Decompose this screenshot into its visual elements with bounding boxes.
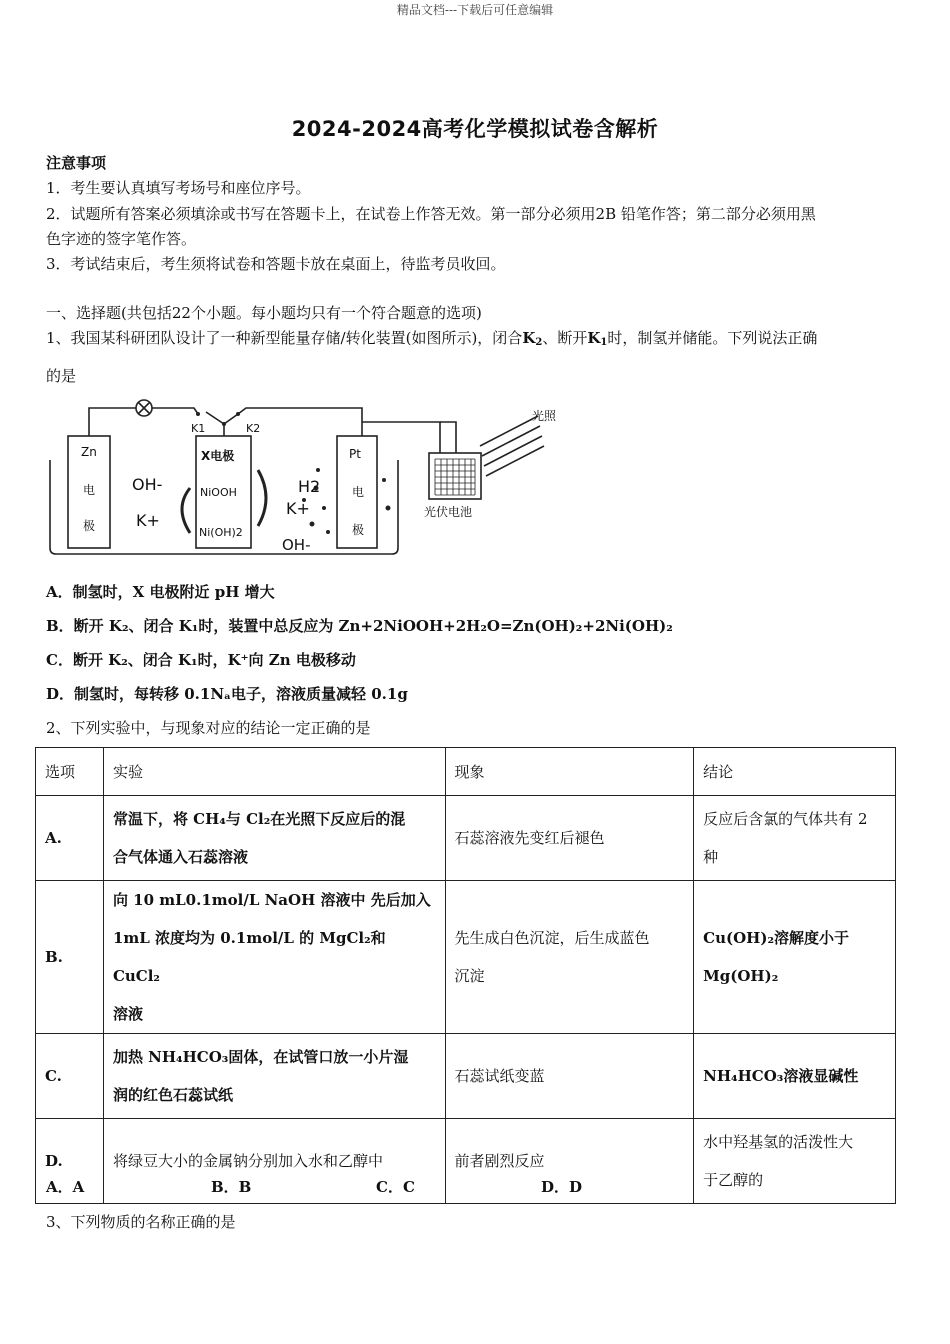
x-electrode-label: Ni(OH)2	[199, 526, 243, 539]
phenomenon-cell: 石蕊溶液先变红后褪色	[445, 796, 694, 881]
section-heading: 一、选择题(共包括22个小题。每小题均只有一个符合题意的选项)	[46, 304, 482, 322]
pt-label: Pt	[349, 447, 361, 461]
header-cell: 实验	[103, 748, 445, 796]
q2-choice-b: B．B	[211, 1178, 252, 1196]
table-row	[36, 881, 896, 1034]
q2-choice-d: D．D	[541, 1178, 583, 1196]
gas-label: H2	[298, 477, 321, 496]
q2-stem: 2、下列实验中，与现象对应的结论一定正确的是	[46, 719, 371, 737]
experiment-cell: 向 10 mL0.1mol/L NaOH 溶液中 先后加入 1mL 浓度均为 0.1mol/L 的 MgCl₂和 CuCl₂ 溶液	[103, 881, 445, 1034]
q1-option-a: A．制氢时，X 电极附近 pH 增大	[46, 583, 275, 601]
q1-option-d: D．制氢时，每转移 0.1Nₐ电子，溶液质量减轻 0.1g	[46, 685, 408, 703]
ion-label: OH-	[282, 536, 311, 554]
phenomenon-cell: 先生成白色沉淀，后生成蓝色 沉淀	[445, 881, 694, 1034]
notice-heading: 注意事项	[46, 154, 107, 172]
switch-label: K2	[246, 422, 261, 435]
experiment-cell: 常温下，将 CH₄与 Cl₂在光照下反应后的混 合气体通入石蕊溶液	[103, 796, 445, 881]
conclusion-cell: 水中羟基氢的活泼性大 于乙醇的	[694, 1119, 896, 1204]
page-title: 2024-2024高考化学模拟试卷含解析	[291, 117, 659, 141]
q2-choice-a: A．A	[46, 1178, 85, 1196]
conclusion-cell: NH₄HCO₃溶液显碱性	[694, 1034, 896, 1119]
option-cell: D.	[36, 1119, 104, 1204]
table-row	[36, 1034, 896, 1119]
notice-item: 1．考生要认真填写考场号和座位序号。	[46, 179, 311, 197]
x-electrode-label: X电极	[201, 449, 235, 463]
header-cell: 结论	[694, 748, 896, 796]
notice-item: 3．考试结束后，考生须将试卷和答题卡放在桌面上，待监考员收回。	[46, 255, 506, 273]
experiment-cell: 将绿豆大小的金属钠分别加入水和乙醇中	[103, 1119, 445, 1204]
zn-label: Zn	[81, 445, 97, 459]
conclusion-cell: Cu(OH)₂溶解度小于 Mg(OH)₂	[694, 881, 896, 1034]
pt-label: 极	[352, 523, 365, 537]
ion-label: OH-	[132, 475, 163, 494]
q2-table	[35, 747, 896, 1204]
phenomenon-cell: 石蕊试纸变蓝	[445, 1034, 694, 1119]
option-cell: B.	[36, 881, 104, 1034]
notice-item: 2．试题所有答案必须填涂或书写在答题卡上，在试卷上作答无效。第一部分必须用2B 铅笔作答；第二部分必须用黑	[46, 205, 816, 223]
pt-label: 电	[352, 485, 365, 499]
notice-item: 色字迹的签字笔作答。	[46, 230, 197, 248]
phenomenon-cell: 前者剧烈反应	[445, 1119, 694, 1204]
conclusion-cell: 反应后含氯的气体共有 2 种	[694, 796, 896, 881]
pv-label: 光伏电池	[424, 505, 473, 519]
q1-stem: 1、我国某科研团队设计了一种新型能量存储/转化装置(如图所示)，闭合$K_2$、断开$K_1$时，制氢并储能。下列说法正确	[46, 329, 818, 348]
q1-diagram	[46, 398, 576, 560]
switch-label: K1	[191, 422, 206, 435]
table-row	[36, 796, 896, 881]
ion-label: K+	[286, 499, 310, 518]
q1-option-b: B．断开 K₂、闭合 K₁时，装置中总反应为 Zn+2NiOOH+2H₂O=Zn(OH)₂+2Ni(OH)₂	[46, 617, 673, 635]
header-cell: 现象	[445, 748, 694, 796]
zn-label: 电	[83, 483, 96, 497]
x-electrode-label: NiOOH	[200, 486, 237, 499]
zn-label: 极	[83, 519, 96, 533]
table-row	[36, 1119, 896, 1204]
ion-label: K+	[136, 511, 160, 530]
q1-stem-cont: 的是	[46, 367, 77, 385]
q2-choice-c: C．C	[376, 1178, 415, 1196]
header-cell: 选项	[36, 748, 104, 796]
option-cell: C.	[36, 1034, 104, 1119]
option-cell: A.	[36, 796, 104, 881]
header-note: 精品文档---下载后可任意编辑	[396, 3, 554, 17]
q3-stem: 3、下列物质的名称正确的是	[46, 1213, 236, 1231]
light-label: 光照	[532, 409, 557, 423]
table-header-row	[36, 748, 896, 796]
experiment-cell: 加热 NH₄HCO₃固体，在试管口放一小片湿 润的红色石蕊试纸	[103, 1034, 445, 1119]
q1-option-c: C．断开 K₂、闭合 K₁时，K⁺向 Zn 电极移动	[46, 651, 356, 669]
